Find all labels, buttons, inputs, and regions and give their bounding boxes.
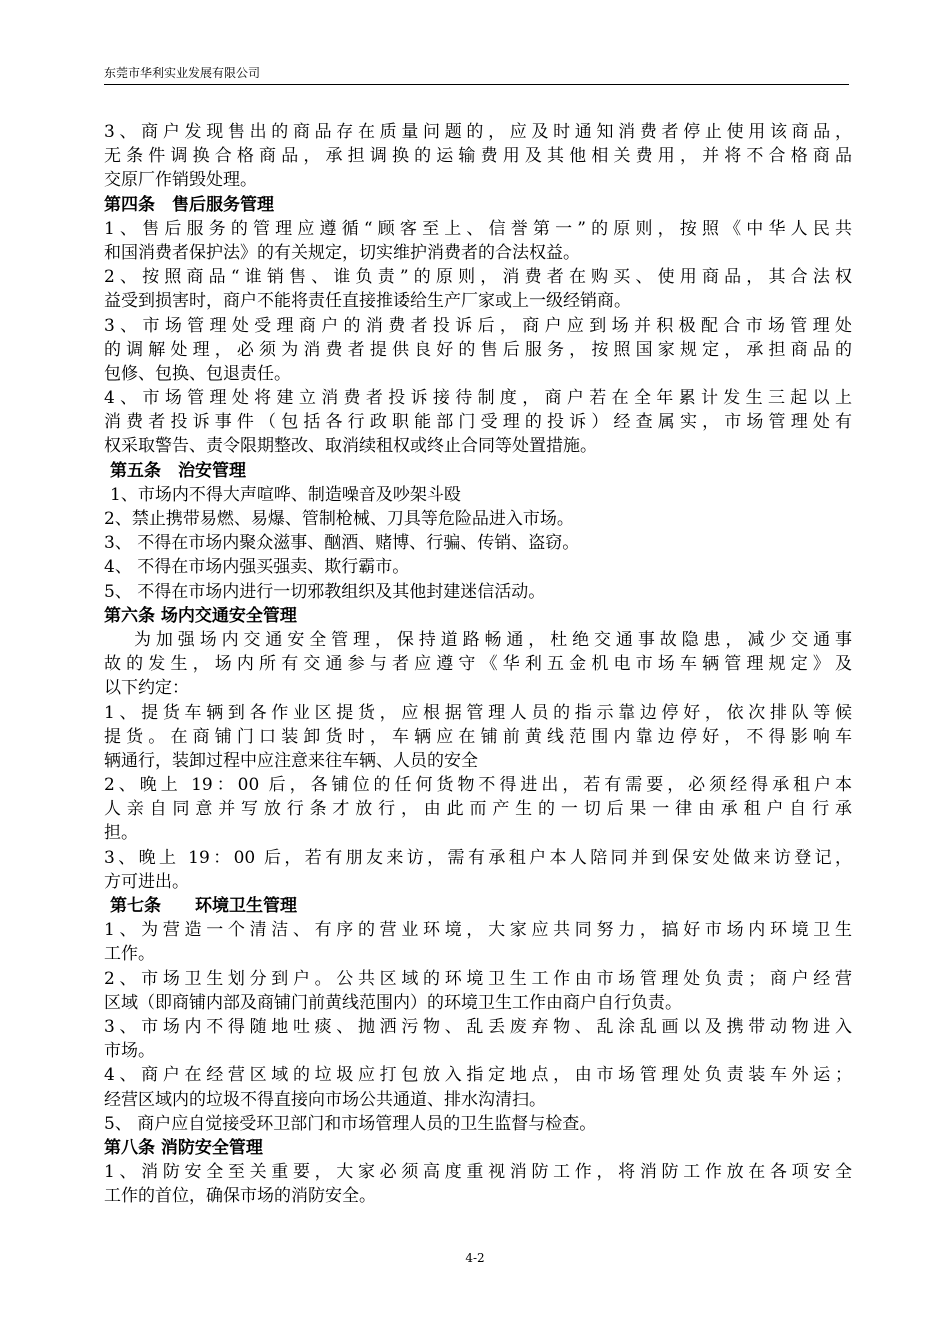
section-6-item-2 — [104, 773, 852, 846]
section-8-item-1 — [104, 1160, 852, 1208]
text-line: 辆通行，装卸过程中应注意来往车辆、人员的安全 — [104, 750, 478, 771]
section-5-item-4: 4、 不得在市场内强买强卖、欺行霸市。 — [104, 557, 410, 578]
text-line: 担。 — [104, 823, 138, 844]
text-line: 2、市场卫生划分到户。公共区域的环境卫生工作由市场管理处负责；商户经营 — [104, 968, 852, 989]
page-number: 4-2 — [465, 1251, 485, 1265]
section-5-heading: 第五条 治安管理 — [110, 460, 246, 481]
text-line: 交原厂作销毁处理。 — [104, 170, 257, 191]
text-line: 工作。 — [104, 944, 155, 965]
text-line: 3、晚上 19：00 后，若有朋友来访，需有承租户本人陪同并到保安处做来访登记， — [104, 847, 852, 868]
company-name: 东莞市华利实业发展有限公司 — [104, 66, 261, 80]
text-line: 和国消费者保护法》的有关规定，切实维护消费者的合法权益。 — [104, 242, 580, 263]
section-5-item-1: 1、市场内不得大声喧哗、制造噪音及吵架斗殴 — [110, 484, 461, 505]
text-line: 3、商户发现售出的商品存在质量问题的，应及时通知消费者停止使用该商品， — [104, 122, 852, 142]
text-line: 1、售后服务的管理应遵循“顾客至上、信誉第一”的原则，按照《中华人民共 — [104, 218, 852, 239]
text-line: 经营区域内的垃圾不得直接向市场公共通道、排水沟清扫。 — [104, 1089, 546, 1110]
text-line: 以下约定： — [104, 678, 189, 699]
text-line: 包修、包换、包退责任。 — [104, 363, 291, 384]
section-7-heading: 第七条 环境卫生管理 — [110, 896, 297, 916]
text-line: 3、市场内不得随地吐痰、抛洒污物、乱丢废弃物、乱涂乱画以及携带动物进入 — [104, 1016, 852, 1037]
section-5-item-3: 3、 不得在市场内聚众滋事、酗酒、赌博、行骗、传销、盗窃。 — [104, 533, 580, 554]
section-4-item-1 — [104, 217, 852, 265]
section-8-heading: 第八条 消防安全管理 — [104, 1137, 263, 1158]
page-header — [104, 66, 849, 85]
text-line: 工作的首位，确保市场的消防安全。 — [104, 1186, 376, 1207]
text-line: 提货。在商铺门口装卸货时，车辆应在铺前黄线范围内靠边停好，不得影响车 — [104, 726, 852, 747]
section-7-item-5 — [104, 1112, 852, 1136]
text-line: 3、市场管理处受理商户的消费者投诉后，商户应到场并积极配合市场管理处 — [104, 315, 852, 336]
section-7-item-1 — [104, 918, 852, 966]
text-line: 人亲自同意并写放行条才放行，由此而产生的一切后果一律由承租户自行承 — [104, 799, 852, 820]
text-line: 市场。 — [104, 1041, 155, 1062]
section-6-intro — [104, 628, 852, 701]
paragraph-continuation — [104, 120, 852, 193]
text-line: 区域（即商铺内部及商铺门前黄线范围内）的环境卫生工作由商户自行负责。 — [104, 992, 682, 1013]
document-body — [104, 120, 852, 1208]
section-7-item-4 — [104, 1063, 852, 1111]
section-4-heading: 第四条 售后服务管理 — [104, 194, 274, 215]
section-6-heading: 第六条 场内交通安全管理 — [104, 605, 297, 626]
text-line: 4、商户在经营区域的垃圾应打包放入指定地点，由市场管理处负责装车外运； — [104, 1065, 852, 1086]
section-7-item-2 — [104, 967, 852, 1015]
text-line: 的调解处理，必须为消费者提供良好的售后服务，按照国家规定，承担商品的 — [104, 339, 852, 360]
text-line: 故的发生，场内所有交通参与者应遵守《华利五金机电市场车辆管理规定》及 — [104, 654, 852, 675]
text-line: 权采取警告、责令限期整改、取消续租权或终止合同等处置措施。 — [104, 436, 597, 457]
text-line: 1、消防安全至关重要，大家必须高度重视消防工作，将消防工作放在各项安全 — [104, 1162, 852, 1183]
section-5-item-2: 2、禁止携带易燃、易爆、管制枪械、刀具等危险品进入市场。 — [104, 509, 574, 529]
section-4-item-3 — [104, 314, 852, 387]
section-5-item-5: 5、 不得在市场内进行一切邪教组织及其他封建迷信活动。 — [104, 581, 546, 602]
section-6-item-3 — [104, 846, 852, 894]
text-line: 为加强场内交通安全管理，保持道路畅通，杜绝交通事故隐患，减少交通事 — [134, 629, 852, 650]
text-line: 4、市场管理处将建立消费者投诉接待制度，商户若在全年累计发生三起以上 — [104, 388, 852, 409]
section-4-item-2 — [104, 265, 852, 313]
text-line: 1、提货车辆到各作业区提货，应根据管理人员的指示靠边停好，依次排队等候 — [104, 702, 852, 723]
text-line: 1、为营造一个清洁、有序的营业环境，大家应共同努力，搞好市场内环境卫生 — [104, 920, 852, 941]
text-line: 无条件调换合格商品，承担调换的运输费用及其他相关费用，并将不合格商品 — [104, 146, 852, 167]
text-line: 2、晚上 19：00 后，各铺位的任何货物不得进出，若有需要，必须经得承租户本 — [104, 775, 852, 796]
section-6-item-1 — [104, 701, 852, 774]
section-4-item-4 — [104, 386, 852, 459]
text-line: 5、 商户应自觉接受环卫部门和市场管理人员的卫生监督与检查。 — [104, 1113, 597, 1134]
text-line: 消费者投诉事件（包括各行政职能部门受理的投诉）经查属实，市场管理处有 — [104, 412, 852, 433]
section-7-item-3 — [104, 1015, 852, 1063]
text-line: 方可进出。 — [104, 871, 189, 892]
text-line: 益受到损害时，商户不能将责任直接推诿给生产厂家或上一级经销商。 — [104, 291, 631, 312]
text-line: 2、按照商品“谁销售、谁负责”的原则，消费者在购买、使用商品，其合法权 — [104, 267, 852, 288]
